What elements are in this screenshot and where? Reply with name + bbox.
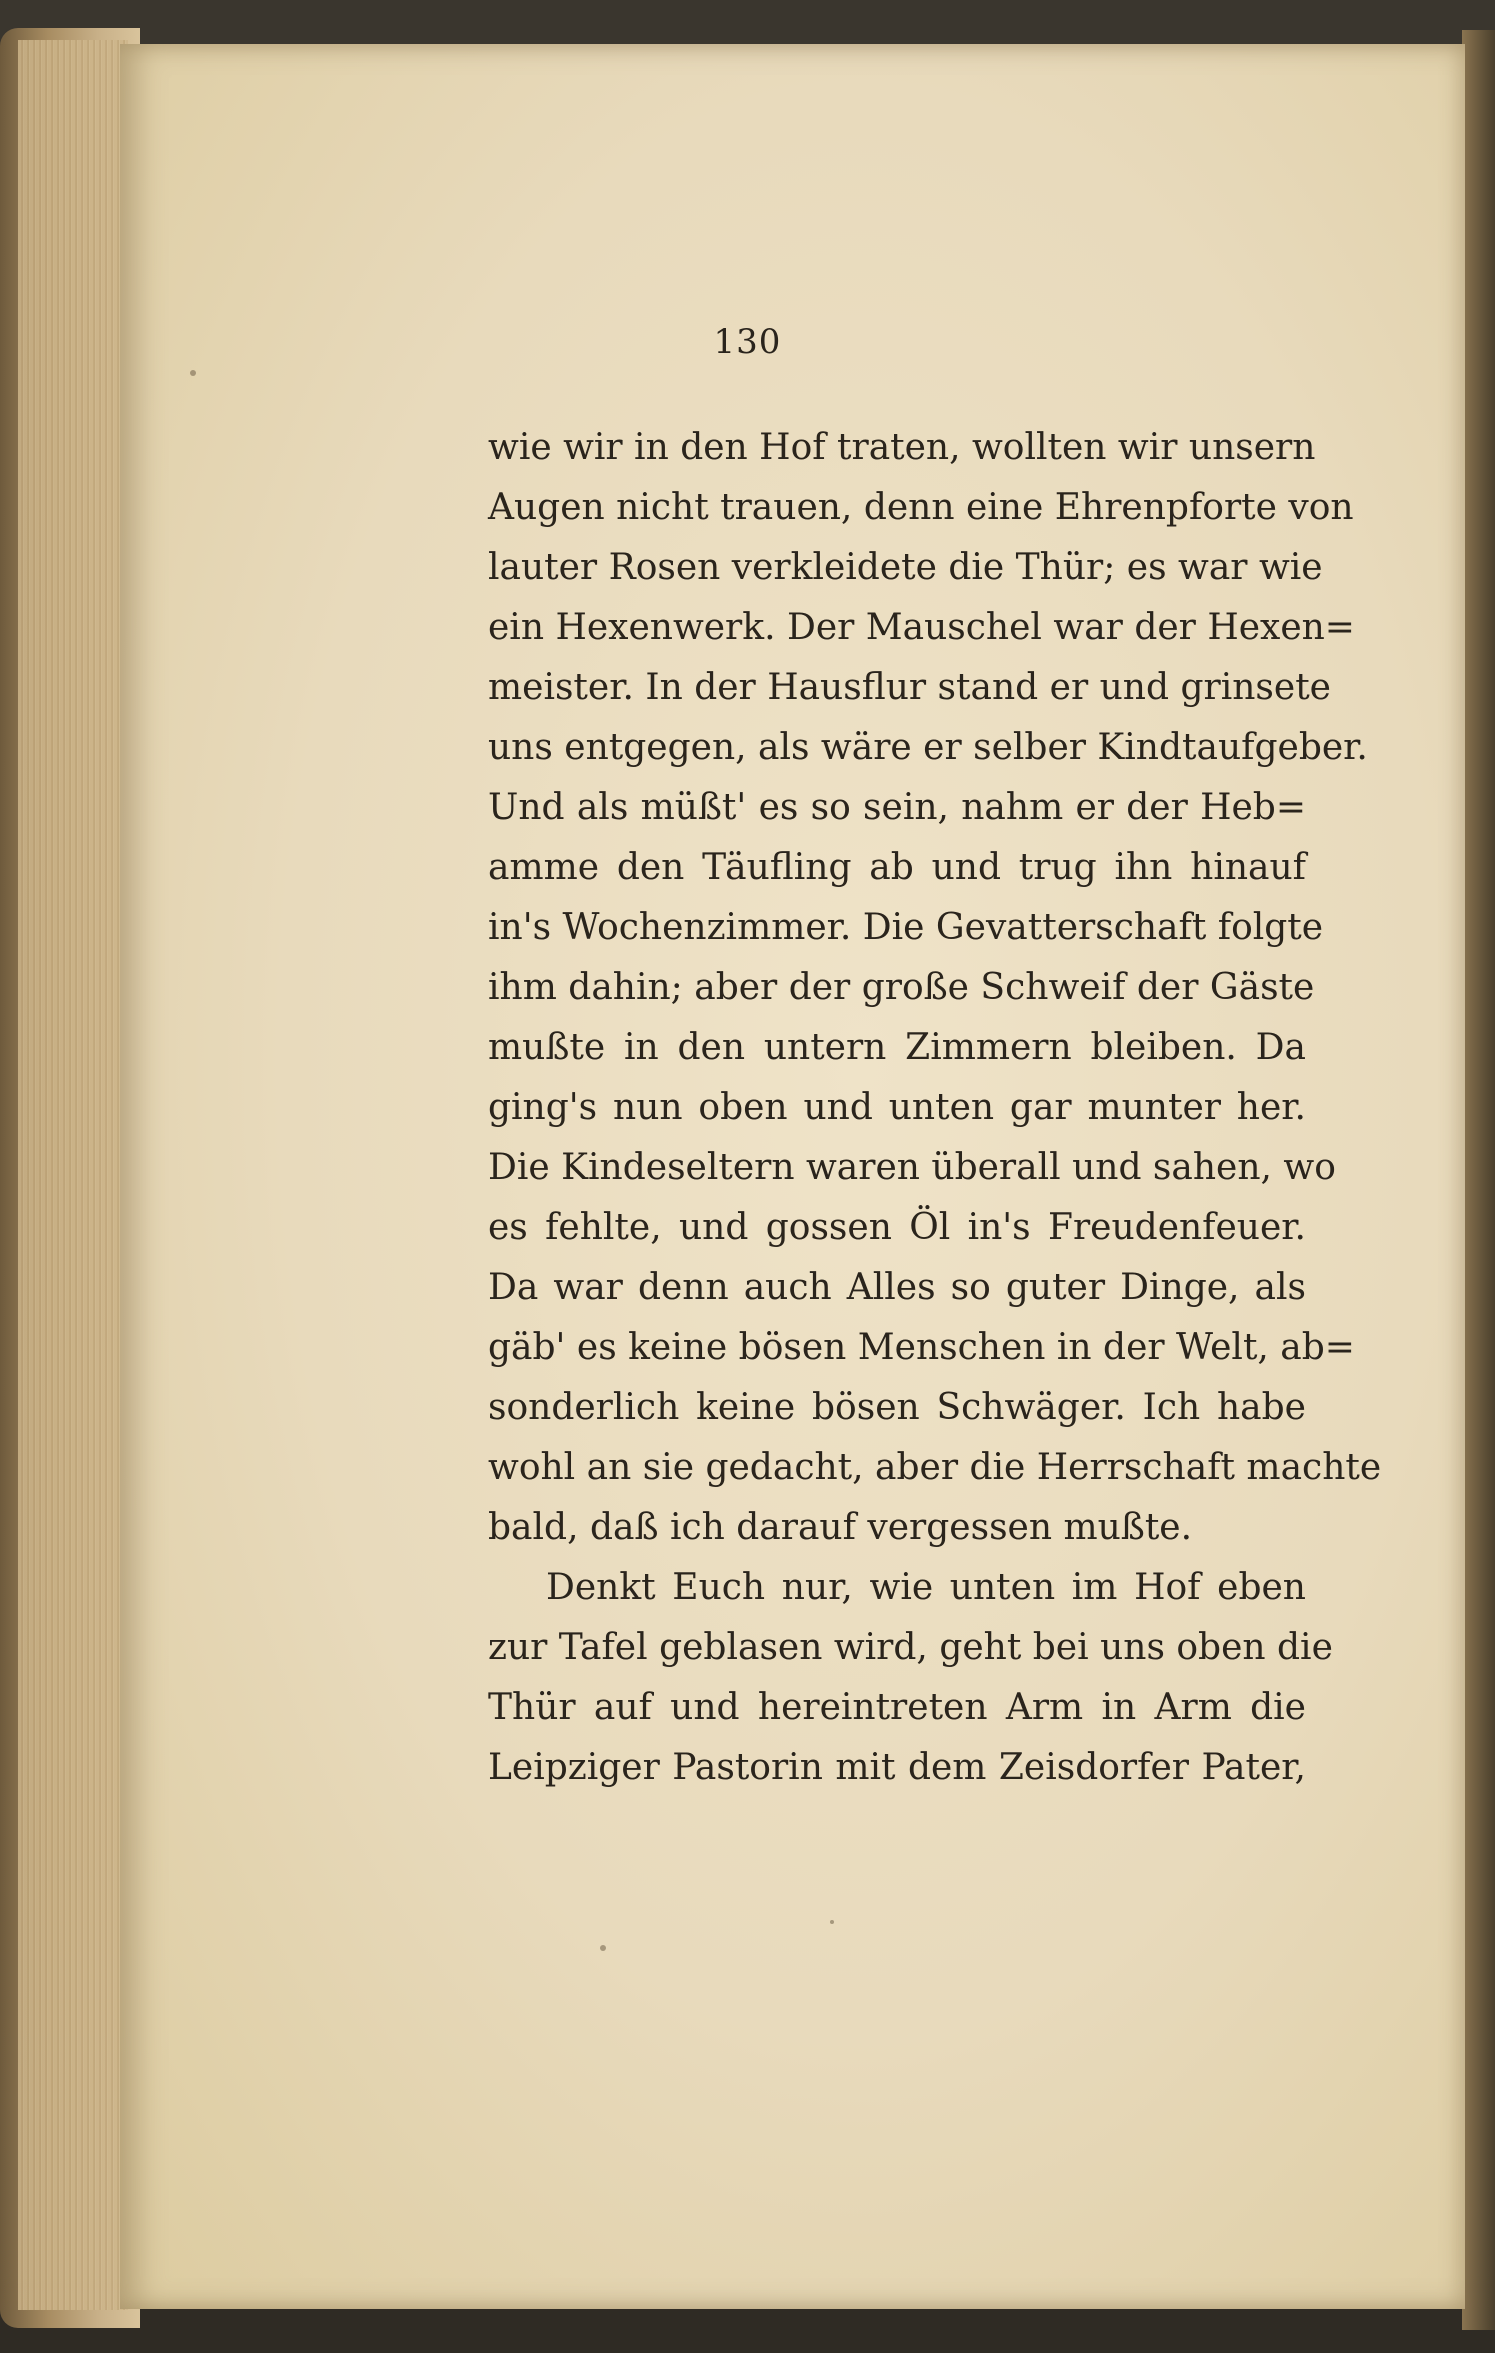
text-line: wie wir in den Hof traten, wollten wir unsern bbox=[488, 427, 1316, 468]
paragraph-2 bbox=[488, 1558, 1333, 1798]
text-line: wohl an sie gedacht, aber die Herrschaft machte bbox=[488, 1447, 1382, 1488]
paper-speck bbox=[830, 1920, 834, 1924]
text-line: Da war denn auch Alles so guter Dinge, als bbox=[488, 1267, 1306, 1308]
text-line: mußte in den untern Zimmern bleiben. Da bbox=[488, 1027, 1306, 1068]
text-line: Augen nicht trauen, denn eine Ehrenpforte von bbox=[488, 487, 1354, 528]
text-line: Thür auf und hereintreten Arm in Arm die bbox=[488, 1687, 1306, 1728]
body-text bbox=[488, 418, 1382, 1798]
text-line: ging's nun oben und unten gar munter her. bbox=[488, 1087, 1306, 1128]
text-line: ihm dahin; aber der große Schweif der Gäste bbox=[488, 967, 1315, 1008]
text-line: sonderlich keine bösen Schwäger. Ich habe bbox=[488, 1387, 1306, 1428]
text-line: gäb' es keine bösen Menschen in der Welt, ab= bbox=[488, 1327, 1355, 1368]
text-line: meister. In der Hausflur stand er und grinsete bbox=[488, 667, 1331, 708]
paper-speck bbox=[190, 370, 196, 376]
text-line: zur Tafel geblasen wird, geht bei uns oben die bbox=[488, 1627, 1333, 1668]
text-line: es fehlte, und gossen Öl in's Freudenfeuer. bbox=[488, 1207, 1306, 1248]
text-line: Und als müßt' es so sein, nahm er der Heb= bbox=[488, 787, 1306, 828]
text-line: uns entgegen, als wäre er selber Kindtaufgeber. bbox=[488, 727, 1368, 768]
page-number: 130 bbox=[713, 322, 782, 362]
text-line: in's Wochenzimmer. Die Gevatterschaft folgte bbox=[488, 907, 1324, 948]
text-line: Die Kindeseltern waren überall und sahen, wo bbox=[488, 1147, 1336, 1188]
paper-speck bbox=[600, 1945, 606, 1951]
paragraph-1 bbox=[488, 418, 1382, 1558]
text-line: amme den Täufling ab und trug ihn hinauf bbox=[488, 847, 1306, 888]
text-line: ein Hexenwerk. Der Mauschel war der Hexen= bbox=[488, 607, 1355, 648]
binding-right-edge bbox=[1462, 30, 1495, 2330]
text-line: bald, daß ich darauf vergessen mußte. bbox=[488, 1507, 1193, 1548]
text-line: Denkt Euch nur, wie unten im Hof eben bbox=[546, 1567, 1306, 1608]
text-line: lauter Rosen verkleidete die Thür; es war wie bbox=[488, 547, 1323, 588]
page-stack-edge bbox=[18, 40, 128, 2310]
text-line: Leipziger Pastorin mit dem Zeisdorfer Pater, bbox=[488, 1747, 1306, 1788]
